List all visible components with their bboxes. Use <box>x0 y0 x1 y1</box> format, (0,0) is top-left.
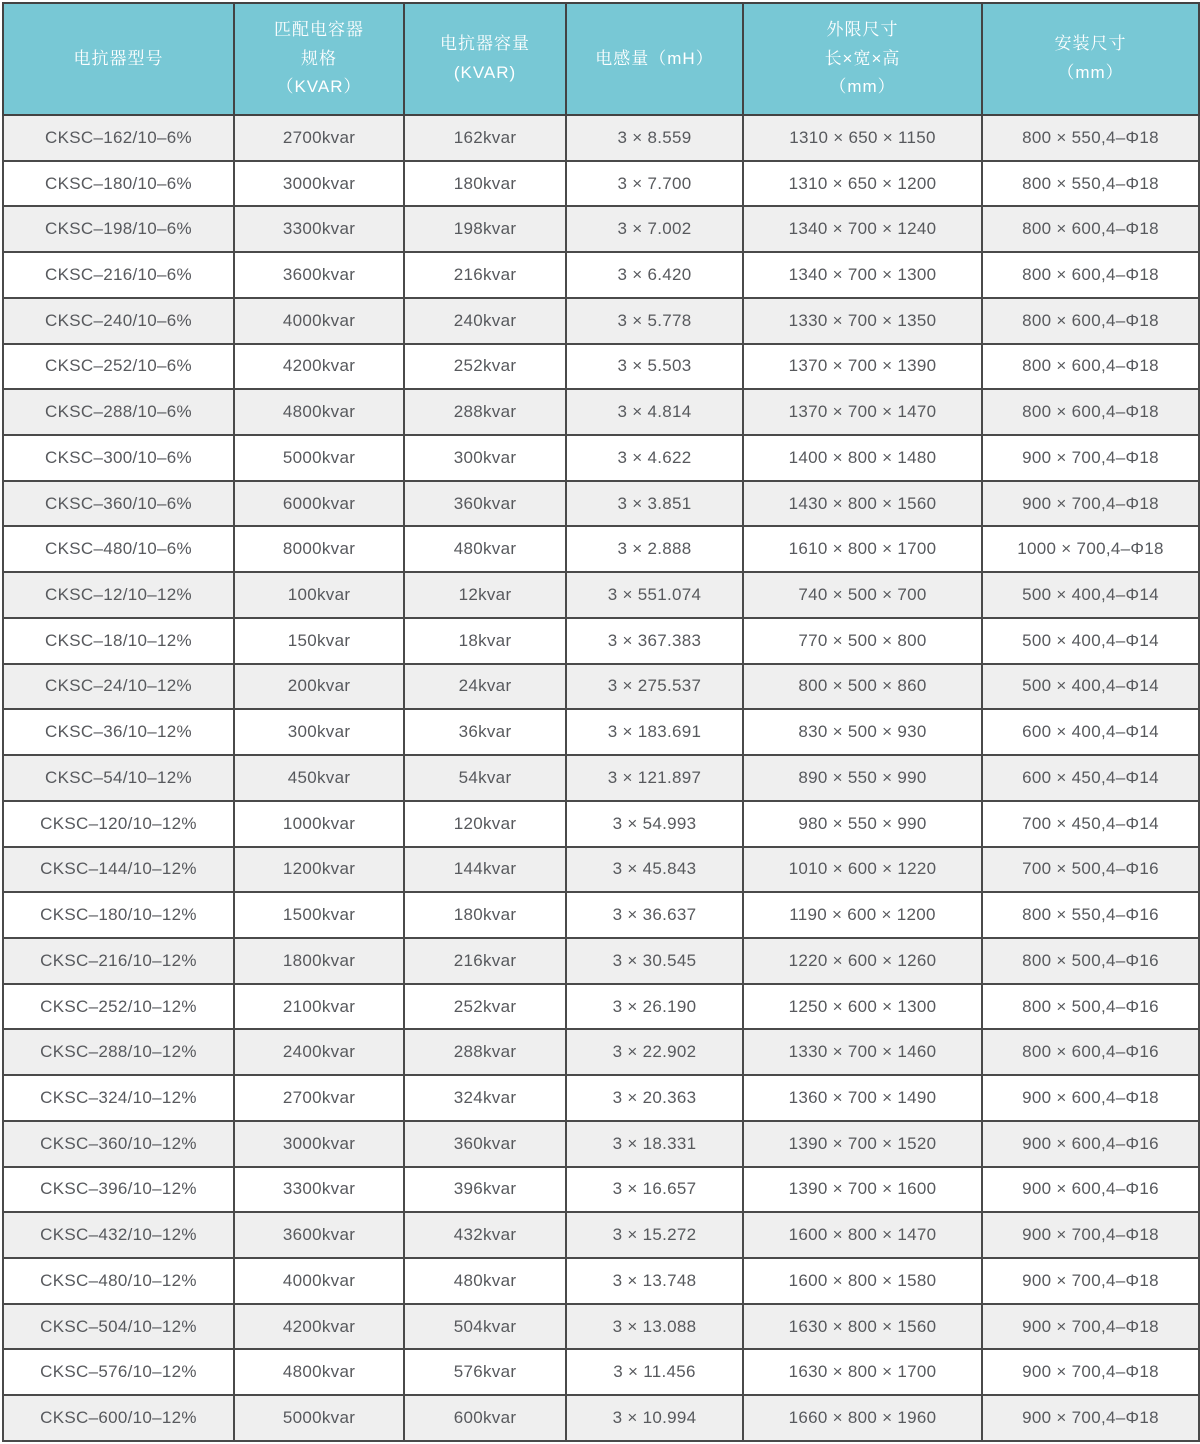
table-cell: 4800kvar <box>234 389 404 435</box>
table-header <box>3 3 1199 115</box>
table-cell: 3 × 183.691 <box>566 709 743 755</box>
table-cell: CKSC–288/10–6% <box>3 389 234 435</box>
table-cell: 900 × 700,4–Φ18 <box>982 1258 1199 1304</box>
table-cell: 1800kvar <box>234 938 404 984</box>
column-header-inductance <box>566 3 743 115</box>
table-cell: 3 × 5.778 <box>566 298 743 344</box>
table-cell: 576kvar <box>404 1349 566 1395</box>
table-cell: 3 × 18.331 <box>566 1121 743 1167</box>
table-cell: 800 × 600,4–Φ18 <box>982 344 1199 390</box>
table-cell: CKSC–324/10–12% <box>3 1075 234 1121</box>
table-cell: 900 × 700,4–Φ18 <box>982 481 1199 527</box>
table-cell: 1610 × 800 × 1700 <box>743 526 982 572</box>
table-cell: 800 × 550,4–Φ18 <box>982 115 1199 161</box>
table-row <box>3 1349 1199 1395</box>
table-row <box>3 892 1199 938</box>
table-cell: 1630 × 800 × 1700 <box>743 1349 982 1395</box>
table-cell: 1220 × 600 × 1260 <box>743 938 982 984</box>
table-cell: 3 × 16.657 <box>566 1167 743 1213</box>
column-header-reactor-capacity <box>404 3 566 115</box>
table-cell: 900 × 700,4–Φ18 <box>982 1304 1199 1350</box>
table-cell: 360kvar <box>404 481 566 527</box>
table-cell: CKSC–12/10–12% <box>3 572 234 618</box>
column-header-capacitor-spec <box>234 3 404 115</box>
table-cell: CKSC–360/10–6% <box>3 481 234 527</box>
header-line: 规格 <box>301 48 337 68</box>
table-row <box>3 938 1199 984</box>
table-cell: 54kvar <box>404 755 566 801</box>
table-row <box>3 1075 1199 1121</box>
table-cell: 900 × 700,4–Φ18 <box>982 1395 1199 1441</box>
table-cell: 200kvar <box>234 664 404 710</box>
table-cell: CKSC–180/10–12% <box>3 892 234 938</box>
table-cell: 198kvar <box>404 206 566 252</box>
table-cell: 900 × 600,4–Φ18 <box>982 1075 1199 1121</box>
table-cell: 900 × 700,4–Φ18 <box>982 435 1199 481</box>
table-cell: CKSC–360/10–12% <box>3 1121 234 1167</box>
table-row <box>3 252 1199 298</box>
table-cell: 900 × 700,4–Φ18 <box>982 1212 1199 1258</box>
table-cell: 12kvar <box>404 572 566 618</box>
table-cell: 3 × 551.074 <box>566 572 743 618</box>
column-header-outline-dimensions <box>743 3 982 115</box>
table-cell: 800 × 600,4–Φ18 <box>982 389 1199 435</box>
table-cell: CKSC–144/10–12% <box>3 847 234 893</box>
table-cell: 288kvar <box>404 1029 566 1075</box>
table-cell: CKSC–18/10–12% <box>3 618 234 664</box>
table-cell: 100kvar <box>234 572 404 618</box>
table-cell: 500 × 400,4–Φ14 <box>982 618 1199 664</box>
table-cell: CKSC–198/10–6% <box>3 206 234 252</box>
table-cell: 740 × 500 × 700 <box>743 572 982 618</box>
header-line: 电抗器容量 <box>440 34 530 54</box>
table-row <box>3 161 1199 207</box>
table-cell: 3000kvar <box>234 1121 404 1167</box>
table-row <box>3 664 1199 710</box>
table-cell: 1390 × 700 × 1520 <box>743 1121 982 1167</box>
header-line: （KVAR） <box>276 77 362 97</box>
table-cell: 3 × 26.190 <box>566 984 743 1030</box>
table-cell: 1600 × 800 × 1580 <box>743 1258 982 1304</box>
table-cell: 3 × 30.545 <box>566 938 743 984</box>
table-cell: 1330 × 700 × 1460 <box>743 1029 982 1075</box>
table-cell: 300kvar <box>234 709 404 755</box>
header-line: 电感量（mH） <box>595 48 714 68</box>
table-cell: 3 × 22.902 <box>566 1029 743 1075</box>
header-line: 安装尺寸 <box>1054 34 1127 54</box>
table-cell: 700 × 500,4–Φ16 <box>982 847 1199 893</box>
table-cell: 216kvar <box>404 938 566 984</box>
table-cell: 1200kvar <box>234 847 404 893</box>
table-cell: 2400kvar <box>234 1029 404 1075</box>
table-cell: 3 × 121.897 <box>566 755 743 801</box>
table-cell: 800 × 600,4–Φ18 <box>982 298 1199 344</box>
table-row <box>3 709 1199 755</box>
table-cell: 3 × 4.622 <box>566 435 743 481</box>
table-cell: 890 × 550 × 990 <box>743 755 982 801</box>
table-cell: 1310 × 650 × 1150 <box>743 115 982 161</box>
table-cell: 3 × 15.272 <box>566 1212 743 1258</box>
table-row <box>3 572 1199 618</box>
table-cell: 700 × 450,4–Φ14 <box>982 801 1199 847</box>
table-cell: 5000kvar <box>234 1395 404 1441</box>
table-cell: 3 × 20.363 <box>566 1075 743 1121</box>
table-cell: 3 × 275.537 <box>566 664 743 710</box>
table-cell: CKSC–600/10–12% <box>3 1395 234 1441</box>
table-cell: 980 × 550 × 990 <box>743 801 982 847</box>
table-cell: 8000kvar <box>234 526 404 572</box>
column-header-model <box>3 3 234 115</box>
table-cell: 900 × 600,4–Φ16 <box>982 1121 1199 1167</box>
table-cell: CKSC–36/10–12% <box>3 709 234 755</box>
table-cell: CKSC–54/10–12% <box>3 755 234 801</box>
table-cell: 1360 × 700 × 1490 <box>743 1075 982 1121</box>
table-cell: 480kvar <box>404 526 566 572</box>
table-cell: 1010 × 600 × 1220 <box>743 847 982 893</box>
table-row <box>3 1304 1199 1350</box>
table-row <box>3 1258 1199 1304</box>
table-cell: 3 × 8.559 <box>566 115 743 161</box>
header-line: 匹配电容器 <box>274 19 364 39</box>
header-line: 长×宽×高 <box>824 48 901 68</box>
table-row <box>3 206 1199 252</box>
table-cell: 450kvar <box>234 755 404 801</box>
table-cell: 4000kvar <box>234 1258 404 1304</box>
table-cell: 800 × 500 × 860 <box>743 664 982 710</box>
table-row <box>3 389 1199 435</box>
table-cell: 4800kvar <box>234 1349 404 1395</box>
table-cell: CKSC–480/10–12% <box>3 1258 234 1304</box>
table-cell: 3 × 13.088 <box>566 1304 743 1350</box>
table-cell: CKSC–576/10–12% <box>3 1349 234 1395</box>
table-cell: 1660 × 800 × 1960 <box>743 1395 982 1441</box>
table-cell: CKSC–120/10–12% <box>3 801 234 847</box>
table-cell: 3600kvar <box>234 252 404 298</box>
table-cell: 432kvar <box>404 1212 566 1258</box>
table-cell: CKSC–504/10–12% <box>3 1304 234 1350</box>
table-cell: 2100kvar <box>234 984 404 1030</box>
table-cell: 800 × 550,4–Φ16 <box>982 892 1199 938</box>
table-cell: CKSC–216/10–12% <box>3 938 234 984</box>
table-row <box>3 526 1199 572</box>
table-cell: 770 × 500 × 800 <box>743 618 982 664</box>
table-cell: 1250 × 600 × 1300 <box>743 984 982 1030</box>
table-cell: CKSC–432/10–12% <box>3 1212 234 1258</box>
table-cell: 800 × 500,4–Φ16 <box>982 938 1199 984</box>
table-cell: 3 × 45.843 <box>566 847 743 893</box>
table-row <box>3 984 1199 1030</box>
table-cell: 504kvar <box>404 1304 566 1350</box>
table-cell: 900 × 700,4–Φ18 <box>982 1349 1199 1395</box>
table-row <box>3 344 1199 390</box>
header-line: 电抗器型号 <box>73 48 164 68</box>
table-cell: 3 × 5.503 <box>566 344 743 390</box>
table-cell: 830 × 500 × 930 <box>743 709 982 755</box>
table-cell: CKSC–216/10–6% <box>3 252 234 298</box>
table-cell: 3 × 367.383 <box>566 618 743 664</box>
table-cell: 24kvar <box>404 664 566 710</box>
table-cell: 1430 × 800 × 1560 <box>743 481 982 527</box>
table-row <box>3 481 1199 527</box>
table-cell: 2700kvar <box>234 115 404 161</box>
table-cell: 500 × 400,4–Φ14 <box>982 572 1199 618</box>
table-cell: 800 × 600,4–Φ16 <box>982 1029 1199 1075</box>
table-cell: 3 × 3.851 <box>566 481 743 527</box>
reactor-spec-table <box>2 2 1200 1442</box>
table-cell: 500 × 400,4–Φ14 <box>982 664 1199 710</box>
table-cell: 3300kvar <box>234 206 404 252</box>
header-line: 外限尺寸 <box>826 19 899 39</box>
table-cell: 252kvar <box>404 344 566 390</box>
table-cell: 1630 × 800 × 1560 <box>743 1304 982 1350</box>
table-cell: 1000 × 700,4–Φ18 <box>982 526 1199 572</box>
table-cell: 144kvar <box>404 847 566 893</box>
table-cell: 3 × 11.456 <box>566 1349 743 1395</box>
table-cell: 3000kvar <box>234 161 404 207</box>
table-cell: 150kvar <box>234 618 404 664</box>
table-row <box>3 1121 1199 1167</box>
header-line: （mm） <box>829 77 896 97</box>
table-cell: 1500kvar <box>234 892 404 938</box>
table-cell: 3 × 13.748 <box>566 1258 743 1304</box>
table-cell: 162kvar <box>404 115 566 161</box>
table-cell: 2700kvar <box>234 1075 404 1121</box>
table-row <box>3 115 1199 161</box>
header-line: (KVAR) <box>453 63 517 82</box>
table-cell: 3 × 4.814 <box>566 389 743 435</box>
table-row <box>3 1029 1199 1075</box>
header-line: （mm） <box>1057 63 1124 82</box>
table-cell: 4200kvar <box>234 1304 404 1350</box>
table-cell: 800 × 550,4–Φ18 <box>982 161 1199 207</box>
table-row <box>3 801 1199 847</box>
table-cell: 36kvar <box>404 709 566 755</box>
table-cell: 252kvar <box>404 984 566 1030</box>
table-row <box>3 1212 1199 1258</box>
table-cell: CKSC–24/10–12% <box>3 664 234 710</box>
table-cell: 800 × 600,4–Φ18 <box>982 206 1199 252</box>
table-cell: CKSC–288/10–12% <box>3 1029 234 1075</box>
table-cell: 288kvar <box>404 389 566 435</box>
table-cell: 480kvar <box>404 1258 566 1304</box>
table-cell: 6000kvar <box>234 481 404 527</box>
table-cell: 4000kvar <box>234 298 404 344</box>
table-cell: 18kvar <box>404 618 566 664</box>
table-cell: 324kvar <box>404 1075 566 1121</box>
table-cell: 396kvar <box>404 1167 566 1213</box>
table-row <box>3 618 1199 664</box>
column-header-mounting-dimensions <box>982 3 1199 115</box>
table-row <box>3 847 1199 893</box>
table-cell: CKSC–396/10–12% <box>3 1167 234 1213</box>
table-cell: 5000kvar <box>234 435 404 481</box>
table-cell: CKSC–162/10–6% <box>3 115 234 161</box>
table-cell: 4200kvar <box>234 344 404 390</box>
table-cell: 240kvar <box>404 298 566 344</box>
table-cell: 3 × 36.637 <box>566 892 743 938</box>
table-cell: 1330 × 700 × 1350 <box>743 298 982 344</box>
table-body <box>3 115 1199 1441</box>
table-cell: 1340 × 700 × 1240 <box>743 206 982 252</box>
table-cell: 800 × 500,4–Φ16 <box>982 984 1199 1030</box>
table-cell: 3300kvar <box>234 1167 404 1213</box>
table-cell: CKSC–480/10–6% <box>3 526 234 572</box>
table-row <box>3 298 1199 344</box>
table-cell: 600 × 450,4–Φ14 <box>982 755 1199 801</box>
table-cell: 1400 × 800 × 1480 <box>743 435 982 481</box>
table-cell: 300kvar <box>404 435 566 481</box>
table-cell: 3 × 7.002 <box>566 206 743 252</box>
table-cell: 3600kvar <box>234 1212 404 1258</box>
table-cell: 3 × 2.888 <box>566 526 743 572</box>
table-cell: CKSC–252/10–6% <box>3 344 234 390</box>
table-cell: 3 × 10.994 <box>566 1395 743 1441</box>
table-cell: CKSC–240/10–6% <box>3 298 234 344</box>
table-cell: 360kvar <box>404 1121 566 1167</box>
table-cell: 600 × 400,4–Φ14 <box>982 709 1199 755</box>
table-row <box>3 755 1199 801</box>
table-cell: CKSC–252/10–12% <box>3 984 234 1030</box>
table-cell: 800 × 600,4–Φ18 <box>982 252 1199 298</box>
table-cell: 1000kvar <box>234 801 404 847</box>
table-cell: CKSC–300/10–6% <box>3 435 234 481</box>
table-cell: CKSC–180/10–6% <box>3 161 234 207</box>
table-cell: 3 × 7.700 <box>566 161 743 207</box>
table-cell: 1370 × 700 × 1390 <box>743 344 982 390</box>
table-cell: 1370 × 700 × 1470 <box>743 389 982 435</box>
table-cell: 120kvar <box>404 801 566 847</box>
table-cell: 600kvar <box>404 1395 566 1441</box>
table-cell: 1600 × 800 × 1470 <box>743 1212 982 1258</box>
table-cell: 3 × 6.420 <box>566 252 743 298</box>
header-row <box>3 3 1199 115</box>
table-cell: 3 × 54.993 <box>566 801 743 847</box>
table-cell: 1390 × 700 × 1600 <box>743 1167 982 1213</box>
table-row <box>3 1167 1199 1213</box>
table-row <box>3 1395 1199 1441</box>
table-cell: 900 × 600,4–Φ16 <box>982 1167 1199 1213</box>
table-cell: 1190 × 600 × 1200 <box>743 892 982 938</box>
table-cell: 1310 × 650 × 1200 <box>743 161 982 207</box>
table-cell: 180kvar <box>404 892 566 938</box>
table-cell: 1340 × 700 × 1300 <box>743 252 982 298</box>
table-cell: 216kvar <box>404 252 566 298</box>
table-cell: 180kvar <box>404 161 566 207</box>
table-row <box>3 435 1199 481</box>
